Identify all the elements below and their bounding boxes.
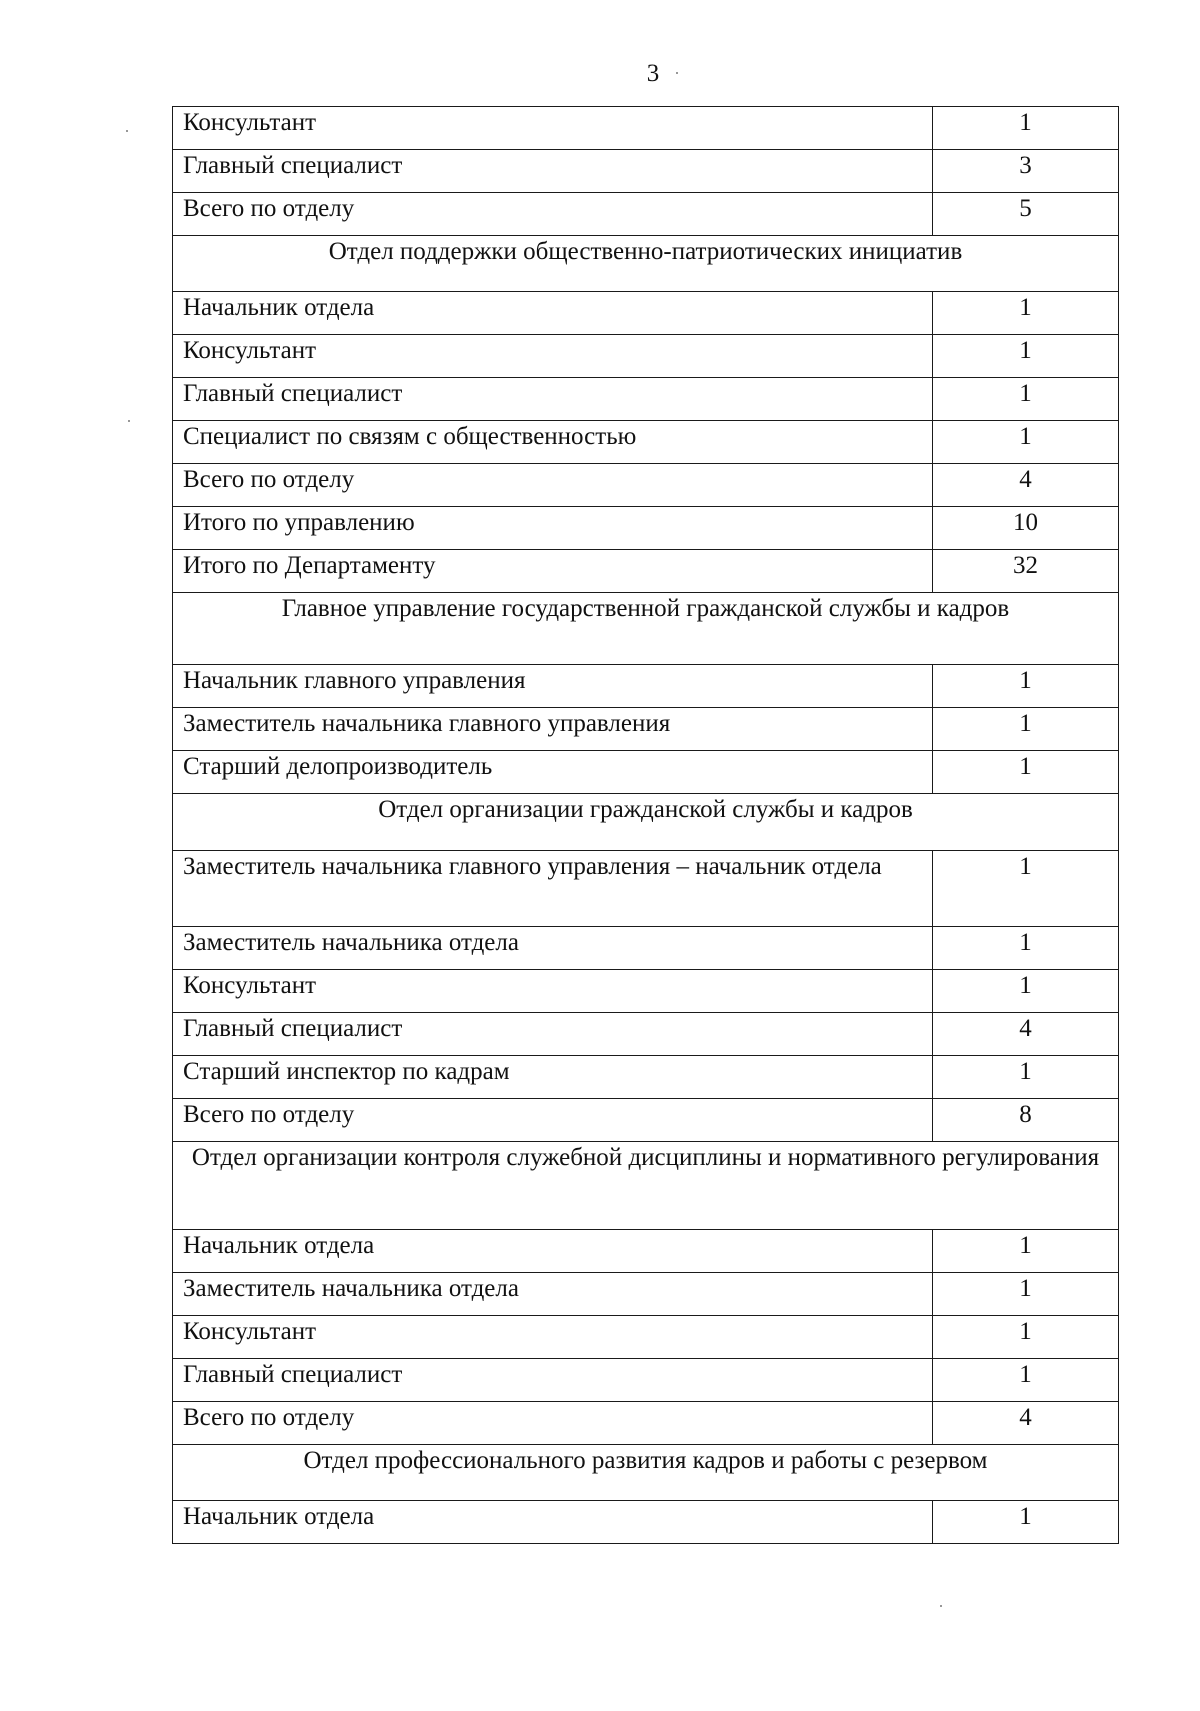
table-row xyxy=(173,1316,1119,1359)
scan-speck xyxy=(940,1605,942,1607)
table-row xyxy=(173,378,1119,421)
position-title: Заместитель начальника главного управления – начальник отдела xyxy=(173,851,933,927)
position-title: Заместитель начальника отдела xyxy=(173,927,933,970)
position-title: Главный специалист xyxy=(173,150,933,193)
table-row xyxy=(173,150,1119,193)
position-title: Всего по отделу xyxy=(173,193,933,236)
table-row xyxy=(173,1273,1119,1316)
table-row xyxy=(173,970,1119,1013)
page-number: 3 xyxy=(646,60,660,87)
table-row xyxy=(173,1402,1119,1445)
position-title: Начальник отдела xyxy=(173,292,933,335)
section-row xyxy=(173,794,1119,851)
position-count: 4 xyxy=(933,1013,1119,1056)
position-title: Всего по отделу xyxy=(173,464,933,507)
section-row xyxy=(173,1445,1119,1501)
position-count: 1 xyxy=(933,107,1119,150)
position-count: 10 xyxy=(933,507,1119,550)
position-count: 1 xyxy=(933,970,1119,1013)
section-title: Отдел профессионального развития кадров и работы с резервом xyxy=(173,1445,1119,1501)
position-title: Консультант xyxy=(173,335,933,378)
scan-speck xyxy=(128,420,130,422)
section-title: Отдел поддержки общественно-патриотических инициатив xyxy=(173,236,1119,292)
position-title: Начальник главного управления xyxy=(173,665,933,708)
position-count: 1 xyxy=(933,1056,1119,1099)
position-title: Всего по отделу xyxy=(173,1402,933,1445)
position-count: 1 xyxy=(933,378,1119,421)
table-row xyxy=(173,851,1119,927)
position-title: Начальник отдела xyxy=(173,1501,933,1544)
table-row xyxy=(173,335,1119,378)
scan-speck xyxy=(676,72,678,74)
position-title: Заместитель начальника отдела xyxy=(173,1273,933,1316)
position-title: Заместитель начальника главного управления xyxy=(173,708,933,751)
staffing-table xyxy=(172,106,1119,1544)
position-title: Консультант xyxy=(173,1316,933,1359)
position-title: Итого по управлению xyxy=(173,507,933,550)
position-title: Главный специалист xyxy=(173,378,933,421)
position-count: 1 xyxy=(933,1501,1119,1544)
position-title: Главный специалист xyxy=(173,1359,933,1402)
table-row xyxy=(173,421,1119,464)
table-row xyxy=(173,1501,1119,1544)
position-count: 1 xyxy=(933,665,1119,708)
table-row xyxy=(173,927,1119,970)
table-row xyxy=(173,708,1119,751)
position-title: Специалист по связям с общественностью xyxy=(173,421,933,464)
position-title: Всего по отделу xyxy=(173,1099,933,1142)
position-count: 8 xyxy=(933,1099,1119,1142)
position-count: 1 xyxy=(933,851,1119,927)
position-count: 1 xyxy=(933,1273,1119,1316)
position-count: 1 xyxy=(933,751,1119,794)
table-row xyxy=(173,550,1119,593)
position-count: 1 xyxy=(933,335,1119,378)
table-row xyxy=(173,665,1119,708)
table-row xyxy=(173,1056,1119,1099)
position-count: 1 xyxy=(933,421,1119,464)
table-row xyxy=(173,751,1119,794)
section-row xyxy=(173,236,1119,292)
position-count: 1 xyxy=(933,927,1119,970)
table-row xyxy=(173,1099,1119,1142)
position-count: 5 xyxy=(933,193,1119,236)
scan-speck xyxy=(126,130,128,132)
position-count: 1 xyxy=(933,1316,1119,1359)
position-count: 1 xyxy=(933,708,1119,751)
position-count: 3 xyxy=(933,150,1119,193)
section-row xyxy=(173,593,1119,665)
table-row xyxy=(173,507,1119,550)
position-count: 32 xyxy=(933,550,1119,593)
table-row xyxy=(173,464,1119,507)
position-title: Консультант xyxy=(173,107,933,150)
position-count: 4 xyxy=(933,464,1119,507)
table-row xyxy=(173,1013,1119,1056)
position-count: 1 xyxy=(933,292,1119,335)
position-title: Старший инспектор по кадрам xyxy=(173,1056,933,1099)
position-title: Старший делопроизводитель xyxy=(173,751,933,794)
section-title: Главное управление государственной гражданской службы и кадров xyxy=(173,593,1119,665)
table-row xyxy=(173,107,1119,150)
position-count: 1 xyxy=(933,1230,1119,1273)
table-row xyxy=(173,1359,1119,1402)
position-title: Главный специалист xyxy=(173,1013,933,1056)
table-row xyxy=(173,292,1119,335)
position-count: 4 xyxy=(933,1402,1119,1445)
table-row xyxy=(173,1230,1119,1273)
section-title: Отдел организации гражданской службы и кадров xyxy=(173,794,1119,851)
section-title: Отдел организации контроля служебной дисциплины и нормативного регулирования xyxy=(173,1142,1119,1230)
section-row xyxy=(173,1142,1119,1230)
position-title: Консультант xyxy=(173,970,933,1013)
table-row xyxy=(173,193,1119,236)
position-count: 1 xyxy=(933,1359,1119,1402)
position-title: Начальник отдела xyxy=(173,1230,933,1273)
position-title: Итого по Департаменту xyxy=(173,550,933,593)
